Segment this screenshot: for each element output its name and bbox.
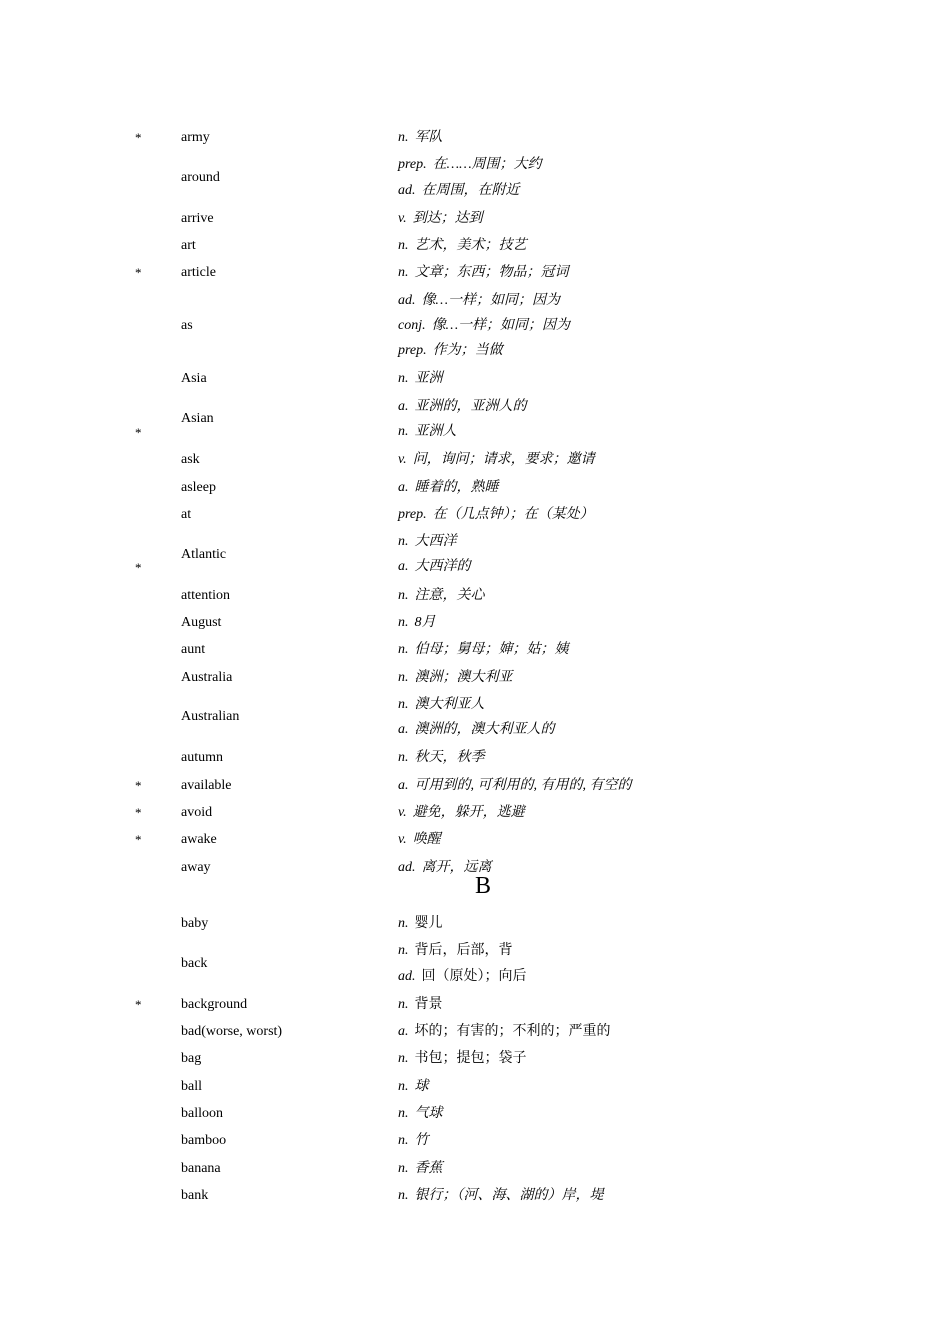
definition-line: [398, 318, 570, 334]
definition-text: 回（原处）；向后: [421, 968, 527, 984]
definition-line: [398, 399, 527, 415]
importance-star: *: [135, 832, 142, 848]
part-of-speech: a.: [398, 479, 409, 495]
definition-text: 亚洲: [414, 371, 443, 387]
definition-line: [398, 507, 594, 523]
part-of-speech: ad.: [398, 292, 416, 308]
definition-text: 坏的；有害的；不利的；严重的: [414, 1024, 611, 1040]
definition-text: 亚洲的，亚洲人的: [414, 398, 527, 414]
part-of-speech: conj.: [398, 317, 426, 333]
definition-text: 香蕉: [414, 1160, 443, 1176]
headword: away: [181, 859, 211, 875]
part-of-speech: v.: [398, 452, 407, 468]
definition-text: 问，询问；请求，要求；邀请: [412, 452, 595, 468]
part-of-speech: n.: [398, 642, 409, 658]
definition-line: [398, 559, 471, 575]
headword: art: [181, 238, 196, 254]
definition-text: 大西洋: [414, 534, 457, 550]
definition-text: 亚洲人: [414, 423, 457, 439]
headword: around: [181, 169, 220, 185]
definition-line: [398, 480, 499, 496]
importance-star: *: [135, 265, 142, 281]
definition-text: 唤醒: [412, 832, 441, 848]
part-of-speech: v.: [398, 804, 407, 820]
headword: background: [181, 996, 248, 1012]
definition-text: 澳洲的，澳大利亚人的: [414, 722, 555, 737]
part-of-speech: n.: [398, 696, 409, 712]
definition-text: 离开，远离: [421, 859, 492, 875]
definition-text: 银行；（河、海、湖的）岸，堤: [414, 1187, 604, 1203]
headword: awake: [181, 832, 217, 848]
headword: autumn: [181, 750, 223, 766]
headword: ask: [181, 452, 200, 468]
definition-text: 避免，躲开，逃避: [412, 804, 525, 820]
part-of-speech: prep.: [398, 506, 427, 522]
definition-line: [398, 916, 443, 932]
definition-line: [398, 832, 441, 848]
headword: balloon: [181, 1106, 223, 1121]
headword: bank: [181, 1187, 209, 1203]
part-of-speech: n.: [398, 265, 409, 281]
headword: Australian: [181, 709, 240, 725]
part-of-speech: v.: [398, 210, 407, 226]
section-letter-b: B: [474, 873, 491, 899]
part-of-speech: prep.: [398, 343, 427, 359]
part-of-speech: a.: [398, 722, 409, 737]
definition-text: 书包；提包；袋子: [414, 1051, 527, 1067]
part-of-speech: n.: [398, 996, 409, 1012]
headword: bad(worse, worst): [181, 1024, 283, 1040]
definition-line: [398, 534, 457, 550]
definition-line: [398, 1188, 604, 1204]
headword: bag: [181, 1051, 202, 1067]
definition-text: 像…一样；如同；因为: [421, 292, 560, 308]
definition-text: 竹: [414, 1133, 429, 1149]
definition-line: [398, 157, 542, 173]
part-of-speech: n.: [398, 750, 409, 766]
definition-text: 秋天，秋季: [414, 750, 485, 766]
definition-line: [398, 969, 527, 985]
definition-text: 8月: [414, 614, 436, 630]
part-of-speech: n.: [398, 423, 409, 439]
definition-text: 可用到的, 可利用的, 有用的, 有空的: [414, 777, 632, 793]
part-of-speech: n.: [398, 1133, 409, 1149]
definition-text: 注意，关心: [414, 587, 485, 603]
definition-line: [398, 997, 443, 1013]
part-of-speech: v.: [398, 832, 407, 848]
definition-text: 作为；当做: [432, 343, 503, 359]
headword: Australia: [181, 669, 233, 685]
definition-text: 在……周围；大约: [432, 157, 542, 173]
headword: army: [181, 130, 210, 145]
part-of-speech: a.: [398, 777, 409, 793]
definition-line: [398, 615, 436, 631]
definition-line: [398, 588, 485, 604]
definition-line: [398, 750, 485, 766]
definition-line: [398, 424, 457, 440]
definition-text: 像…一样；如同；因为: [431, 317, 571, 333]
headword: ball: [181, 1078, 202, 1094]
definition-text: 在周围，在附近: [421, 182, 520, 198]
headword: back: [181, 955, 208, 971]
part-of-speech: n.: [398, 238, 409, 254]
importance-star: *: [135, 424, 142, 440]
importance-star: *: [135, 560, 142, 576]
headword: Atlantic: [181, 546, 227, 562]
headword: as: [181, 317, 193, 333]
part-of-speech: a.: [398, 398, 409, 414]
part-of-speech: n.: [398, 1051, 409, 1067]
definition-line: [398, 642, 569, 658]
part-of-speech: n.: [398, 916, 409, 931]
importance-star: *: [135, 777, 142, 793]
definition-text: 婴儿: [414, 916, 443, 931]
definition-line: [398, 943, 513, 959]
part-of-speech: n.: [398, 614, 409, 630]
headword: arrive: [181, 210, 214, 226]
part-of-speech: n.: [398, 1106, 409, 1121]
part-of-speech: n.: [398, 371, 409, 387]
definition-line: [398, 1024, 611, 1040]
part-of-speech: n.: [398, 669, 409, 685]
definition-line: [398, 183, 520, 199]
part-of-speech: n.: [398, 534, 409, 550]
part-of-speech: ad.: [398, 859, 416, 875]
definition-line: [398, 130, 443, 146]
part-of-speech: n.: [398, 130, 409, 145]
importance-star: *: [135, 996, 142, 1012]
part-of-speech: n.: [398, 1160, 409, 1176]
definition-line: [398, 778, 632, 794]
definition-line: [398, 722, 555, 738]
definition-text: 在（几点钟）；在（某处）: [432, 506, 594, 522]
headword: aunt: [181, 642, 206, 658]
headword: available: [181, 777, 232, 793]
headword: banana: [181, 1160, 221, 1176]
definition-line: [398, 1133, 429, 1149]
definition-text: 到达；达到: [412, 210, 483, 226]
definition-line: [398, 293, 560, 309]
definition-line: [398, 211, 483, 227]
definition-line: [398, 343, 503, 359]
definition-text: 文章；东西；物品；冠词: [414, 265, 569, 281]
part-of-speech: ad.: [398, 968, 416, 984]
part-of-speech: n.: [398, 1078, 409, 1094]
headword: attention: [181, 587, 230, 603]
definition-text: 艺术，美术；技艺: [414, 238, 527, 254]
definition-line: [398, 1106, 443, 1122]
definition-text: 背后，后部，背: [414, 943, 513, 959]
headword: August: [181, 614, 222, 630]
headword: bamboo: [181, 1133, 227, 1149]
definition-text: 气球: [414, 1106, 443, 1121]
part-of-speech: n.: [398, 943, 409, 959]
headword: avoid: [181, 804, 213, 820]
definition-text: 军队: [414, 130, 443, 145]
part-of-speech: n.: [398, 587, 409, 603]
definition-line: [398, 1079, 429, 1095]
headword: at: [181, 506, 192, 522]
definition-line: [398, 238, 527, 254]
definition-line: [398, 452, 595, 468]
part-of-speech: prep.: [398, 157, 427, 173]
headword: Asia: [181, 371, 207, 387]
headword: article: [181, 265, 216, 281]
definition-text: 澳大利亚人: [414, 696, 485, 712]
importance-star: *: [135, 804, 142, 820]
part-of-speech: a.: [398, 559, 409, 575]
definition-text: 球: [414, 1078, 429, 1094]
definition-text: 澳洲；澳大利亚: [414, 669, 513, 685]
definition-text: 大西洋的: [414, 559, 471, 575]
definition-line: [398, 697, 485, 713]
headword: baby: [181, 916, 209, 931]
definition-line: [398, 1161, 443, 1177]
headword: asleep: [181, 479, 216, 495]
part-of-speech: n.: [398, 1187, 409, 1203]
headword: Asian: [181, 411, 214, 427]
definition-line: [398, 805, 525, 821]
part-of-speech: ad.: [398, 182, 416, 198]
definition-line: [398, 265, 569, 281]
importance-star: *: [135, 130, 142, 145]
definition-line: [398, 1051, 527, 1067]
definition-text: 伯母；舅母；婶；姑；姨: [414, 642, 569, 658]
part-of-speech: a.: [398, 1024, 409, 1040]
definition-line: [398, 371, 443, 387]
definition-text: 睡着的，熟睡: [414, 479, 499, 495]
definition-text: 背景: [414, 996, 443, 1012]
definition-line: [398, 670, 513, 686]
